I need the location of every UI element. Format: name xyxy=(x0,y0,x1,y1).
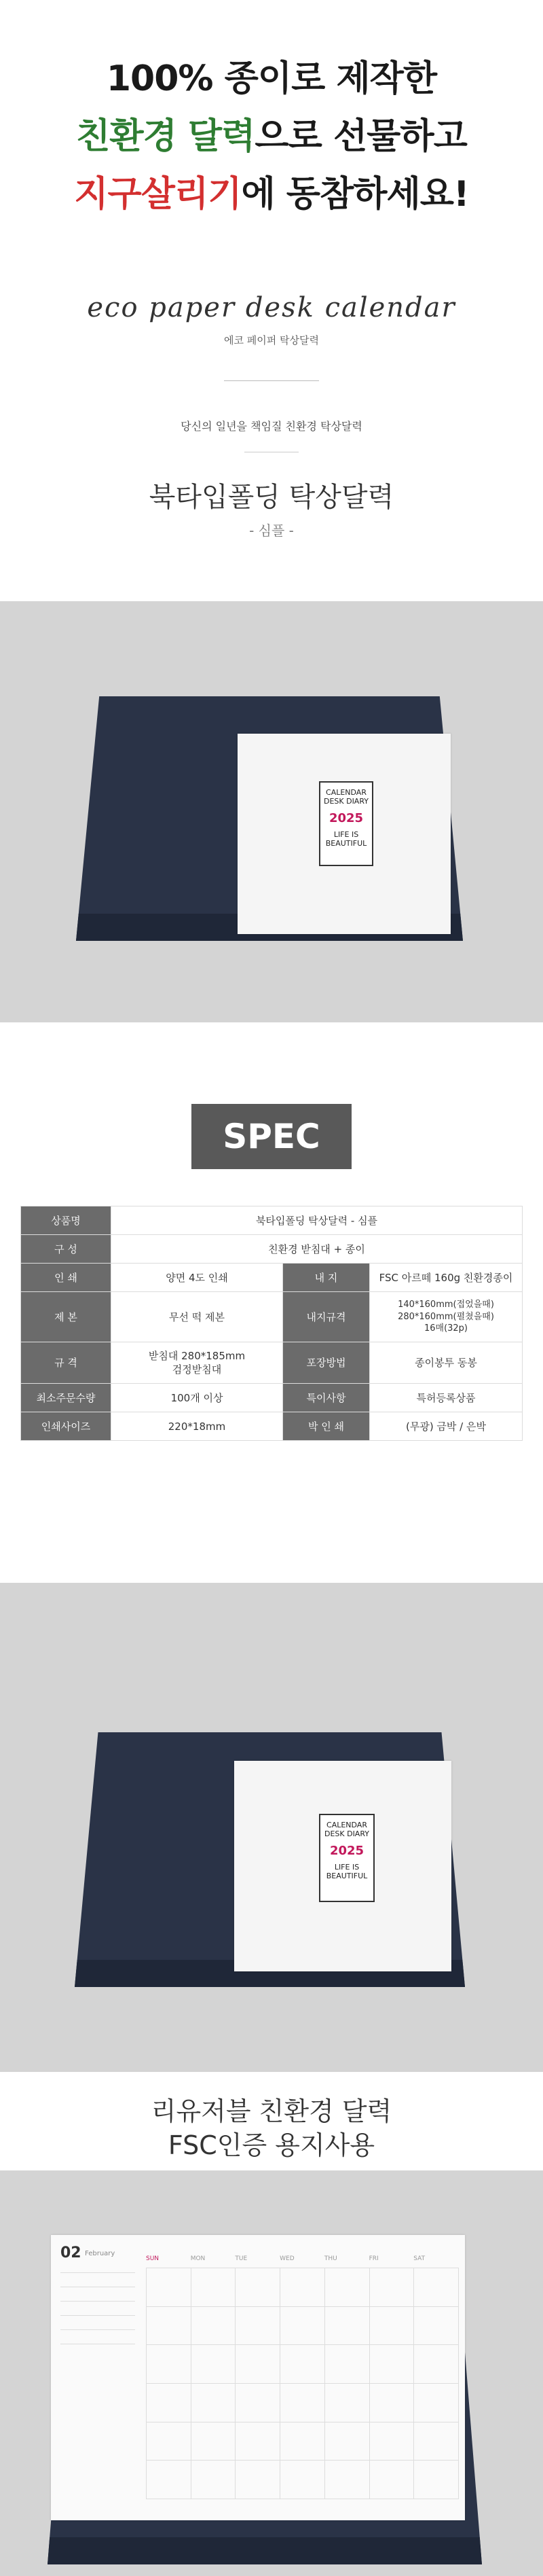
label-line-1: CALENDAR xyxy=(326,788,367,797)
spec-value: 100개 이상 xyxy=(111,1384,283,1412)
spec-header: 인 쇄 xyxy=(21,1264,111,1292)
weekday-label: SAT xyxy=(413,2255,426,2262)
spec-value-line: 받침대 280*185mm xyxy=(148,1349,246,1362)
spec-value: 특허등록상품 xyxy=(370,1384,523,1412)
spec-value: 종이봉투 동봉 xyxy=(370,1342,523,1384)
spec-value: 북타입폴딩 탁상달력 - 심플 xyxy=(111,1206,523,1235)
spec-badge: SPEC xyxy=(191,1104,352,1169)
label-line-1: CALENDAR xyxy=(326,1821,367,1829)
spec-value: 친환경 받침대 + 종이 xyxy=(111,1235,523,1264)
script-subtitle: 에코 페이퍼 탁상달력 xyxy=(224,334,319,346)
spec-header: 구 성 xyxy=(21,1235,111,1264)
spec-value: FSC 아르떼 160g 친환경종이 xyxy=(370,1264,523,1292)
spec-table xyxy=(20,1206,523,1441)
month-number: 02 xyxy=(60,2244,81,2261)
caption-line-1: 리유저블 친환경 달력 xyxy=(151,2096,392,2126)
product-photo-3 xyxy=(0,2170,543,2576)
spec-header: 제 본 xyxy=(21,1292,111,1342)
spec-value: 무선 떡 제본 xyxy=(111,1292,283,1342)
label-line-2: DESK DIARY xyxy=(323,797,369,806)
label-line-4: BEAUTIFUL xyxy=(326,1872,368,1881)
notes-area xyxy=(60,2272,135,2476)
spec-value: 220*18mm xyxy=(111,1412,283,1441)
calendar-label xyxy=(319,781,373,866)
spec-header: 최소주문수량 xyxy=(21,1384,111,1412)
headline-eco-calendar: 친환경 달력 xyxy=(76,116,255,157)
script-title: eco paper desk calendar xyxy=(87,292,456,323)
spec-value xyxy=(370,1292,523,1342)
weekday-label: MON xyxy=(190,2255,206,2262)
caption-line-2: FSC인증 용지사용 xyxy=(168,2130,375,2160)
headline-line-1: 100% 종이로 제작한 xyxy=(106,58,437,99)
headline-line-3 xyxy=(0,174,543,215)
headline-line-3-rest: 에 동참하세요! xyxy=(241,174,469,215)
product-subtitle: - 심플 - xyxy=(249,522,294,539)
table-row xyxy=(21,1412,523,1441)
spec-header: 특이사항 xyxy=(283,1384,370,1412)
headline-line-2-rest: 으로 선물하고 xyxy=(255,116,467,157)
spec-value xyxy=(111,1342,283,1384)
headline-line-2 xyxy=(0,116,543,157)
spec-value: (무광) 금박 / 은박 xyxy=(370,1412,523,1441)
spec-header: 규 격 xyxy=(21,1342,111,1384)
product-photo-2 xyxy=(0,1583,543,2072)
calendar-label xyxy=(319,1814,375,1902)
weekday-header xyxy=(146,2255,458,2262)
calendar-page xyxy=(51,2235,465,2520)
weekday-label: FRI xyxy=(369,2255,379,2262)
spec-header: 내 지 xyxy=(283,1264,370,1292)
spec-header: 상품명 xyxy=(21,1206,111,1235)
product-title: 북타입폴딩 탁상달력 xyxy=(149,482,394,513)
table-row xyxy=(21,1342,523,1384)
spec-header: 박 인 쇄 xyxy=(283,1412,370,1441)
product-photo-1 xyxy=(0,601,543,1022)
table-row xyxy=(21,1384,523,1412)
spec-header: 인쇄사이즈 xyxy=(21,1412,111,1441)
headline-save-earth: 지구살리기 xyxy=(74,174,242,215)
weekday-label: TUE xyxy=(235,2255,248,2262)
divider xyxy=(224,380,319,381)
calendar-grid xyxy=(146,2268,459,2499)
weekday-label: WED xyxy=(280,2255,295,2262)
table-row xyxy=(21,1235,523,1264)
table-row xyxy=(21,1206,523,1235)
spec-header: 내지규격 xyxy=(283,1292,370,1342)
weekday-label: THU xyxy=(324,2255,337,2262)
weekday-label: SUN xyxy=(146,2255,160,2262)
table-row xyxy=(21,1264,523,1292)
label-year: 2025 xyxy=(329,811,364,826)
tagline: 당신의 일년을 책임질 친환경 탁상달력 xyxy=(181,420,362,433)
spec-value: 양면 4도 인쇄 xyxy=(111,1264,283,1292)
label-year: 2025 xyxy=(329,1844,364,1859)
table-row xyxy=(21,1292,523,1342)
label-line-4: BEAUTIFUL xyxy=(325,839,367,848)
spec-header: 포장방법 xyxy=(283,1342,370,1384)
month-name: February xyxy=(85,2250,115,2257)
spec-value-line: 16매(32p) xyxy=(424,1323,468,1334)
spec-value-line: 검정받침대 xyxy=(172,1363,222,1376)
label-line-3: LIFE IS xyxy=(333,829,359,839)
spec-value-line: 280*160mm(펼쳤을때) xyxy=(398,1311,494,1322)
spec-value-line: 140*160mm(접었을때) xyxy=(398,1300,494,1310)
label-line-2: DESK DIARY xyxy=(324,1829,369,1839)
label-line-3: LIFE IS xyxy=(334,1862,360,1872)
